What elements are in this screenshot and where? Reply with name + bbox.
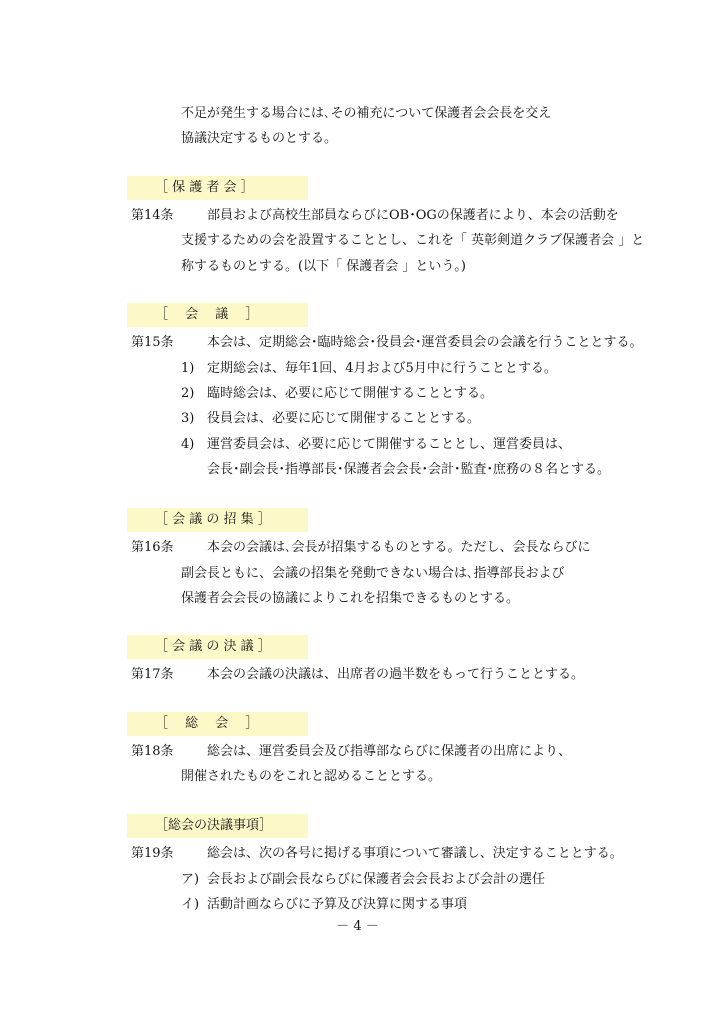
section-heading-sokai-ketsugi xyxy=(127,814,308,838)
intro-line-2: 協議決定するものとする。 xyxy=(181,131,338,146)
list-item: 活動計画ならびに予算及び決算に関する事項 xyxy=(207,897,468,912)
article-line: 称するものとする。(以下「 保護者会 」という。) xyxy=(181,259,466,274)
article-number: 第17条 xyxy=(131,667,174,682)
intro-line-1: 不足が発生する場合には､その補充について保護者会会長を交え xyxy=(181,106,552,121)
list-item-number: 3) xyxy=(181,411,195,426)
page-number: － 4 － xyxy=(336,919,379,934)
section-heading-ketsugi xyxy=(127,635,308,659)
list-item: 役員会は、必要に応じて開催することとする。 xyxy=(207,411,481,426)
section-heading-kaigi xyxy=(127,303,308,327)
section-heading-text: ［ 会 議 の 招 集 ］ xyxy=(155,512,271,527)
section-heading-text: ［ 総 会 ］ xyxy=(155,716,259,731)
section-heading-sokai xyxy=(127,712,308,736)
list-item-number: 4) xyxy=(181,437,195,452)
list-item-number: イ) xyxy=(181,897,200,912)
section-heading-text: ［総会の決議事項］ xyxy=(155,818,273,833)
section-heading-text: ［ 会 議 ］ xyxy=(155,307,259,322)
section-heading-shoshu xyxy=(127,508,308,532)
section-heading-text: ［ 保 護 者 会 ］ xyxy=(155,180,254,195)
article-line: 総会は、次の各号に掲げる事項について審議し、決定することとする。 xyxy=(207,846,623,861)
article-line: 副会長ともに、会議の招集を発動できない場合は､指導部長および xyxy=(181,566,565,581)
article-line: 総会は、運営委員会及び指導部ならびに保護者の出席により、 xyxy=(207,744,572,759)
section-heading-text: ［ 会 議 の 決 議 ］ xyxy=(155,639,271,654)
list-item: 定期総会は、毎年1回、4月および5月中に行うこととする。 xyxy=(207,361,557,376)
article-line: 開催されたものをこれと認めることとする。 xyxy=(181,769,442,784)
article-line: 本会の会議の決議は、出席者の過半数をもって行うこととする。 xyxy=(207,667,585,682)
list-item-continuation: 会長･副会長･指導部長･保護者会会長･会計･監査･庶務の８名とする。 xyxy=(207,462,611,477)
list-item: 会長および副会長ならびに保護者会会長および会計の選任 xyxy=(207,872,546,887)
list-item: 臨時総会は、必要に応じて開催することとする。 xyxy=(207,386,494,401)
article-line: 支援するための会を設置することとし、これを「 英彰剣道クラブ保護者会 」と xyxy=(181,233,645,248)
article-line: 本会の会議は､会長が招集するものとする。ただし、会長ならびに xyxy=(207,540,591,555)
list-item-number: 1) xyxy=(181,361,195,376)
list-item-number: 2) xyxy=(181,386,195,401)
article-number: 第19条 xyxy=(131,846,174,861)
list-item: 運営委員会は、必要に応じて開催することとし、運営委員は、 xyxy=(207,437,572,452)
article-number: 第14条 xyxy=(131,208,174,223)
article-line: 部員および高校生部員ならびにOB･OGの保護者により、本会の活動を xyxy=(207,208,619,223)
article-line: 保護者会会長の協議によりこれを招集できるものとする。 xyxy=(181,591,520,606)
section-heading-hogosha xyxy=(127,176,308,200)
list-item-number: ア) xyxy=(181,872,200,887)
article-number: 第18条 xyxy=(131,744,174,759)
article-number: 第15条 xyxy=(131,335,174,350)
article-number: 第16条 xyxy=(131,540,174,555)
article-line: 本会は、定期総会･臨時総会･役員会･運営委員会の会議を行うこととする。 xyxy=(207,335,643,350)
